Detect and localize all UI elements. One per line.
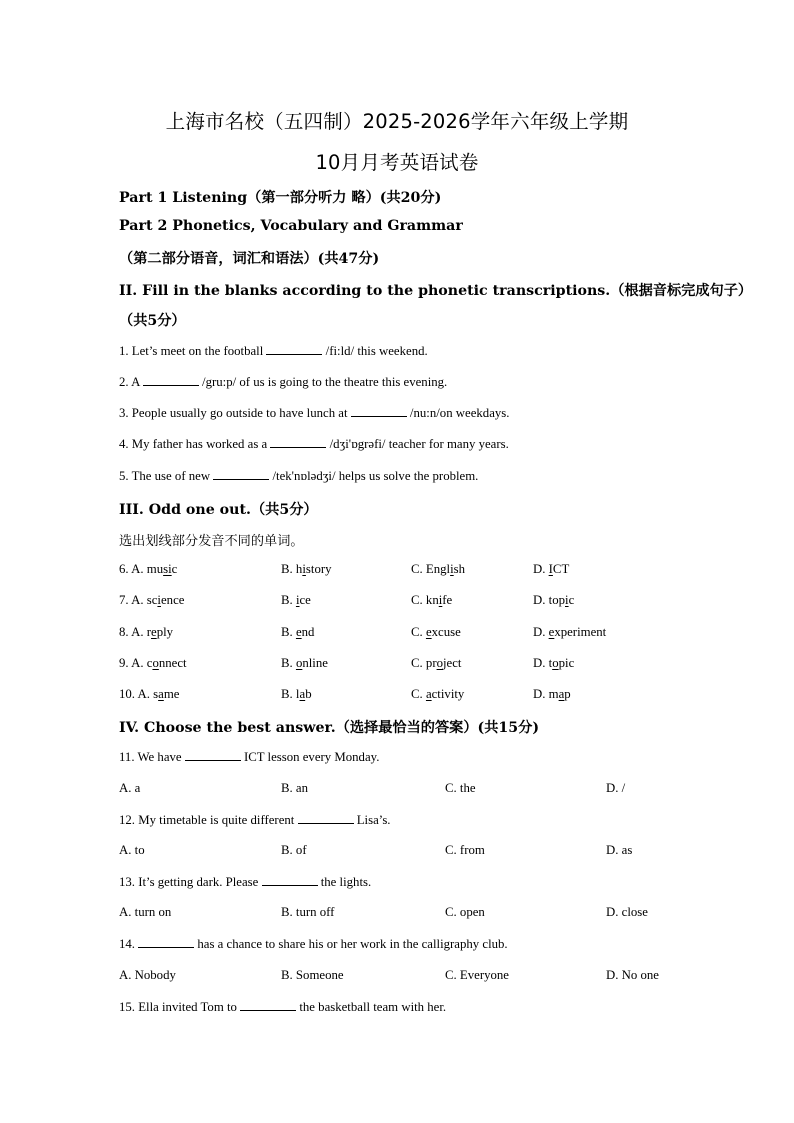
question-13: 13. It’s getting dark. Please the lights. bbox=[119, 875, 372, 889]
question-14: 14. has a chance to share his or her work in the calligraphy club. bbox=[119, 937, 508, 951]
option-b[interactable]: B. history bbox=[281, 562, 332, 576]
option-d[interactable]: D. topic bbox=[533, 656, 575, 670]
part1-heading: Part 1 Listening（第一部分听力 略）(共20分) bbox=[119, 190, 442, 206]
option-c[interactable]: C. activity bbox=[411, 687, 465, 701]
question-15: 15. Ella invited Tom to the basketball team with her. bbox=[119, 1000, 447, 1014]
option-c[interactable]: C. from bbox=[445, 843, 485, 857]
option-a[interactable]: A. Nobody bbox=[119, 968, 176, 982]
option-c[interactable]: C. excuse bbox=[411, 625, 461, 639]
question-12: 12. My timetable is quite different Lisa’s. bbox=[119, 813, 391, 827]
option-a[interactable]: 6. A. music bbox=[119, 562, 178, 576]
answer-blank[interactable] bbox=[270, 436, 326, 448]
question-1: 1. Let’s meet on the football /fi:ld/ this weekend. bbox=[119, 344, 428, 358]
question-11: 11. We have ICT lesson every Monday. bbox=[119, 750, 380, 764]
section3-instruction: 选出划线部分发音不同的单词。 bbox=[119, 534, 304, 549]
question-2: 2. A /gru:p/ of us is going to the theatre this evening. bbox=[119, 375, 448, 389]
answer-blank[interactable] bbox=[240, 999, 296, 1011]
option-b[interactable]: B. of bbox=[281, 843, 307, 857]
option-a[interactable]: A. a bbox=[119, 781, 141, 795]
option-d[interactable]: D. No one bbox=[606, 968, 659, 982]
answer-blank[interactable] bbox=[298, 812, 354, 824]
question-4: 4. My father has worked as a /dʒi'ɒgrəfi/ teacher for many years. bbox=[119, 437, 509, 451]
answer-blank[interactable] bbox=[185, 749, 241, 761]
option-d[interactable]: D. / bbox=[606, 781, 626, 795]
option-c[interactable]: C. open bbox=[445, 905, 485, 919]
answer-blank[interactable] bbox=[213, 468, 269, 480]
answer-blank[interactable] bbox=[262, 874, 318, 886]
section2-heading: II. Fill in the blanks according to the phonetic transcriptions.（根据音标完成句子） bbox=[119, 283, 753, 299]
question-3: 3. People usually go outside to have lunch at /nu:n/on weekdays. bbox=[119, 406, 510, 420]
exam-title-line2: 10月月考英语试卷 bbox=[315, 151, 479, 174]
option-b[interactable]: B. end bbox=[281, 625, 315, 639]
option-b[interactable]: B. lab bbox=[281, 687, 312, 701]
section2-points: （共5分） bbox=[119, 313, 186, 329]
option-a[interactable]: 9. A. connect bbox=[119, 656, 187, 670]
exam-title-line1: 上海市名校（五四制）2025-2026学年六年级上学期 bbox=[165, 110, 629, 133]
option-a[interactable]: A. to bbox=[119, 843, 145, 857]
option-c[interactable]: C. project bbox=[411, 656, 462, 670]
option-b[interactable]: B. online bbox=[281, 656, 328, 670]
answer-blank[interactable] bbox=[143, 374, 199, 386]
option-d[interactable]: D. topic bbox=[533, 593, 575, 607]
part2-subheading: （第二部分语音，词汇和语法）(共47分) bbox=[119, 251, 380, 267]
option-b[interactable]: B. Someone bbox=[281, 968, 344, 982]
option-d[interactable]: D. ICT bbox=[533, 562, 570, 576]
option-b[interactable]: B. ice bbox=[281, 593, 311, 607]
option-b[interactable]: B. an bbox=[281, 781, 309, 795]
part2-heading: Part 2 Phonetics, Vocabulary and Grammar bbox=[119, 218, 463, 234]
question-5: 5. The use of new /tek'nɒlədʒi/ helps us solve the problem. bbox=[119, 469, 479, 483]
option-a[interactable]: 10. A. same bbox=[119, 687, 180, 701]
answer-blank[interactable] bbox=[138, 936, 194, 948]
answer-blank[interactable] bbox=[266, 343, 322, 355]
section4-heading: IV. Choose the best answer.（选择最恰当的答案）(共15分) bbox=[119, 720, 540, 736]
option-b[interactable]: B. turn off bbox=[281, 905, 335, 919]
option-d[interactable]: D. experiment bbox=[533, 625, 607, 639]
section3-heading: III. Odd one out.（共5分） bbox=[119, 502, 318, 518]
answer-blank[interactable] bbox=[351, 405, 407, 417]
option-d[interactable]: D. close bbox=[606, 905, 648, 919]
option-d[interactable]: D. as bbox=[606, 843, 633, 857]
option-a[interactable]: 8. A. reply bbox=[119, 625, 174, 639]
option-d[interactable]: D. map bbox=[533, 687, 571, 701]
option-c[interactable]: C. Everyone bbox=[445, 968, 509, 982]
option-c[interactable]: C. English bbox=[411, 562, 466, 576]
option-a[interactable]: 7. A. science bbox=[119, 593, 185, 607]
option-c[interactable]: C. the bbox=[445, 781, 476, 795]
option-a[interactable]: A. turn on bbox=[119, 905, 172, 919]
option-c[interactable]: C. knife bbox=[411, 593, 453, 607]
